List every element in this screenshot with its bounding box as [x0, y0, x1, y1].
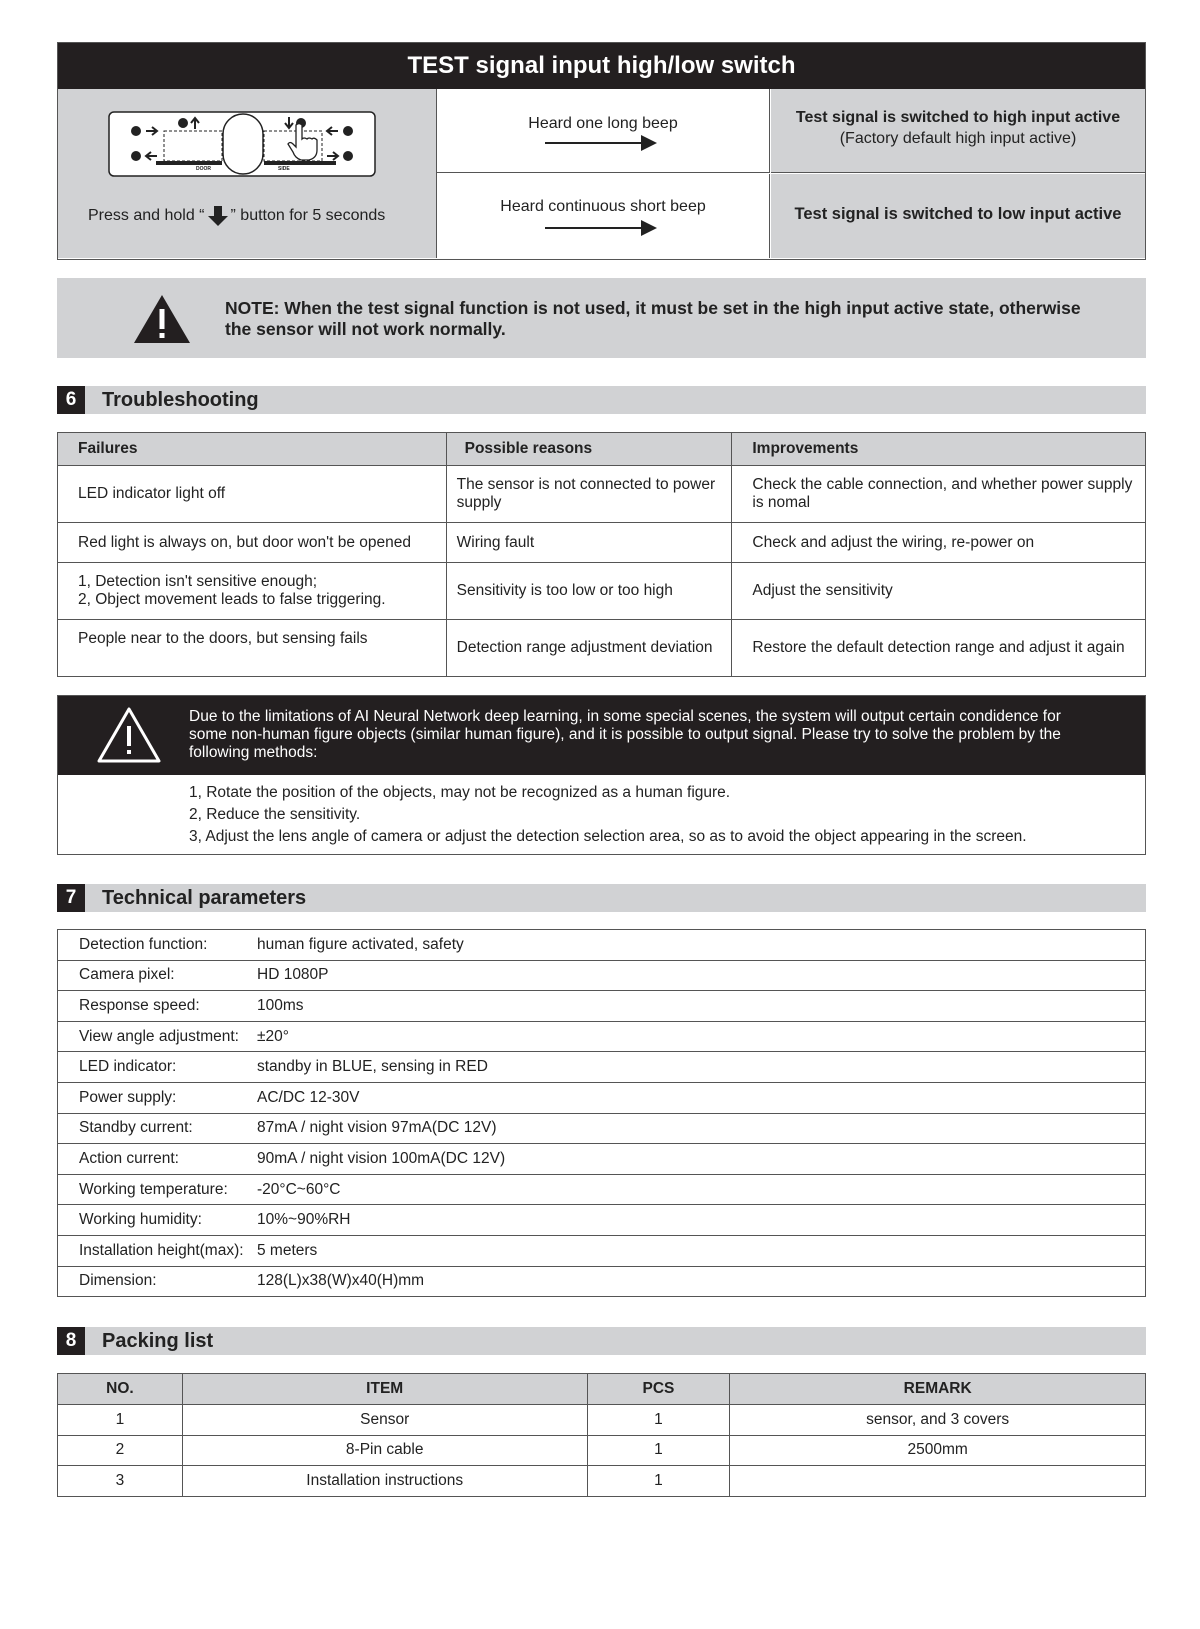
failure-cell: Red light is always on, but door won't be opened [58, 523, 447, 563]
no-cell: 3 [58, 1466, 183, 1497]
table-header-row [58, 433, 1146, 466]
column-header: ITEM [182, 1374, 587, 1405]
param-row [58, 991, 1146, 1022]
param-row [58, 1052, 1146, 1083]
param-row [58, 960, 1146, 991]
remark-cell [730, 1466, 1146, 1497]
reason-cell: Wiring fault [446, 523, 732, 563]
troubleshooting-table [57, 432, 1146, 677]
section-number: 6 [57, 386, 85, 414]
technical-parameters-table [57, 929, 1146, 1297]
improvement-cell: Check and adjust the wiring, re-power on [732, 523, 1146, 563]
param-row [58, 1174, 1146, 1205]
param-row [58, 1266, 1146, 1297]
param-value: 10%~90%RH [257, 1205, 1146, 1236]
long-beep-cell [437, 89, 770, 173]
column-header: PCS [587, 1374, 730, 1405]
high-result-text: Test signal is switched to high input active [795, 109, 1121, 126]
param-row [58, 1082, 1146, 1113]
param-label: Standby current: [58, 1113, 258, 1144]
param-value: 5 meters [257, 1235, 1146, 1266]
item-cell: Sensor [182, 1405, 587, 1436]
reason-cell: Sensitivity is too low or too high [446, 563, 732, 620]
table-row [58, 523, 1146, 563]
param-value: HD 1080P [257, 960, 1146, 991]
section-title: Packing list [102, 1330, 214, 1352]
hold-instruction [88, 205, 385, 227]
param-label: LED indicator: [58, 1052, 258, 1083]
param-label: Working humidity: [58, 1205, 258, 1236]
param-value: AC/DC 12-30V [257, 1082, 1146, 1113]
high-result-cell [771, 89, 1145, 173]
reason-cell: Detection range adjustment deviation [446, 620, 732, 677]
param-label: Camera pixel: [58, 960, 258, 991]
table-row [58, 1466, 1146, 1497]
low-result-text: Test signal is switched to low input active [794, 205, 1122, 223]
factory-default-note: (Factory default high input active) [839, 130, 1077, 147]
param-value: standby in BLUE, sensing in RED [257, 1052, 1146, 1083]
no-cell: 1 [58, 1405, 183, 1436]
right-arrow-icon [545, 142, 645, 144]
pcs-cell: 1 [587, 1405, 730, 1436]
section-title: Technical parameters [102, 887, 307, 909]
section-header-technical [57, 884, 1146, 912]
down-arrow-icon [205, 205, 231, 227]
arrow-head [641, 220, 657, 236]
param-value: -20°C~60°C [257, 1174, 1146, 1205]
section-number: 7 [57, 884, 85, 912]
improvement-cell: Restore the default detection range and adjust it again [732, 620, 1146, 677]
param-label: Detection function: [58, 930, 258, 961]
packing-list-table [57, 1373, 1146, 1497]
low-result-cell [771, 174, 1145, 258]
instruction-suffix: ” button for 5 seconds [230, 207, 386, 224]
short-beep-text: Heard continuous short beep [500, 198, 706, 215]
no-cell: 2 [58, 1435, 183, 1466]
param-value: 100ms [257, 991, 1146, 1022]
arrow-head [641, 135, 657, 151]
note-box [57, 278, 1146, 358]
method-item: 2, Reduce the sensitivity. [189, 806, 361, 823]
param-row [58, 1205, 1146, 1236]
param-value: 90mA / night vision 100mA(DC 12V) [257, 1144, 1146, 1175]
short-beep-cell [437, 174, 770, 258]
param-value: 87mA / night vision 97mA(DC 12V) [257, 1113, 1146, 1144]
column-header: Failures [58, 433, 447, 466]
table-row [58, 1405, 1146, 1436]
improvement-cell: Adjust the sensitivity [732, 563, 1146, 620]
param-label: Dimension: [58, 1266, 258, 1297]
method-item: 3, Adjust the lens angle of camera or adjust the detection selection area, so as to avoid the object appearing in the screen. [189, 828, 1027, 845]
ai-warning-box [57, 695, 1146, 855]
long-beep-text: Heard one long beep [528, 115, 678, 132]
remark-cell: sensor, and 3 covers [730, 1405, 1146, 1436]
table-row [58, 1435, 1146, 1466]
param-value: 128(L)x38(W)x40(H)mm [257, 1266, 1146, 1297]
table-header-row [58, 1374, 1146, 1405]
test-signal-table [57, 42, 1146, 260]
param-row [58, 1113, 1146, 1144]
param-label: Working temperature: [58, 1174, 258, 1205]
item-cell: Installation instructions [182, 1466, 587, 1497]
param-label: View angle adjustment: [58, 1021, 258, 1052]
door-label: DOOR [196, 166, 211, 172]
ai-warning-text: Due to the limitations of AI Neural Network deep learning, in some special scenes, the system will output certain condidence for some non-human figure objects (similar human figure), and it is possible to output signal. Please try to solve the problem by the following methods: [189, 708, 1061, 761]
pcs-cell: 1 [587, 1435, 730, 1466]
test-signal-title: TEST signal input high/low switch [58, 43, 1145, 89]
method-item: 1, Rotate the position of the objects, may not be recognized as a human figure. [189, 784, 731, 801]
right-arrow-icon [545, 227, 645, 229]
table-row [58, 620, 1146, 677]
param-value: human figure activated, safety [257, 930, 1146, 961]
column-header: REMARK [730, 1374, 1146, 1405]
param-label: Power supply: [58, 1082, 258, 1113]
instruction-prefix: Press and hold “ [88, 207, 205, 224]
param-row [58, 930, 1146, 961]
table-row [58, 563, 1146, 620]
failure-cell: LED indicator light off [58, 466, 447, 523]
param-label: Installation height(max): [58, 1235, 258, 1266]
column-header: NO. [58, 1374, 183, 1405]
improvement-cell: Check the cable connection, and whether power supply is nomal [732, 466, 1146, 523]
side-label: SIDE [278, 166, 290, 172]
reason-cell: The sensor is not connected to power supply [446, 466, 732, 523]
ai-warning-header [58, 696, 1145, 775]
param-label: Action current: [58, 1144, 258, 1175]
param-row [58, 1021, 1146, 1052]
section-number: 8 [57, 1327, 85, 1355]
column-header: Improvements [732, 433, 1146, 466]
sensor-buttons-diagram [108, 111, 376, 177]
button-diagram-cell [58, 89, 437, 258]
param-row [58, 1144, 1146, 1175]
failure-cell: 1, Detection isn't sensitive enough; 2, Object movement leads to false triggering. [58, 563, 447, 620]
failure-cell: People near to the doors, but sensing fails [58, 620, 447, 677]
warning-triangle-icon [132, 293, 192, 345]
param-label: Response speed: [58, 991, 258, 1022]
param-value: ±20° [257, 1021, 1146, 1052]
section-header-packing [57, 1327, 1146, 1355]
item-cell: 8-Pin cable [182, 1435, 587, 1466]
section-header-troubleshooting [57, 386, 1146, 414]
table-row [58, 466, 1146, 523]
remark-cell: 2500mm [730, 1435, 1146, 1466]
warning-triangle-icon [96, 706, 162, 764]
column-header: Possible reasons [446, 433, 732, 466]
param-row [58, 1235, 1146, 1266]
section-title: Troubleshooting [102, 389, 259, 411]
note-text: NOTE: When the test signal function is not used, it must be set in the high input active state, otherwise the sensor will not work normally. [225, 298, 1081, 339]
pcs-cell: 1 [587, 1466, 730, 1497]
